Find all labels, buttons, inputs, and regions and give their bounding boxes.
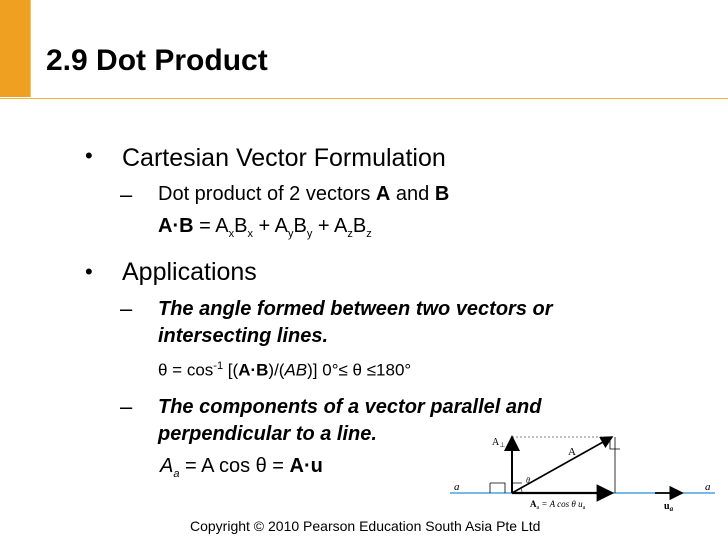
sub-dot-product-text: Dot product of 2 vectors A and B — [158, 183, 450, 205]
theta-label: θ — [526, 476, 530, 485]
dash-icon: – — [120, 296, 133, 321]
projection-label: $A_a = A$ cos θ $u_a$ — [530, 499, 586, 511]
bullet-applications: Applications — [122, 258, 257, 286]
angle-formula: $\theta = \cos^{-1} [(A\cdot B)/(AB)]$ 0°≤ θ ≤180° — [158, 360, 412, 380]
cartesian-formula: $A\cdot B = A_xB_x + A_yB_y + A_zB_z$ — [158, 215, 372, 240]
dash-icon: – — [120, 394, 133, 419]
title-underline — [0, 98, 728, 99]
bullet-icon: • — [85, 143, 93, 168]
vector-a-label: A — [568, 446, 576, 458]
bullet-icon: • — [85, 259, 93, 284]
copyright-footer: Copyright © 2010 Pearson Education South Asia Pte Ltd — [190, 518, 541, 534]
components-text-line2: perpendicular to a line. — [158, 423, 377, 445]
axis-label-right: a — [705, 481, 711, 493]
components-text-line1: The components of a vector parallel and — [158, 396, 542, 418]
accent-bar — [0, 0, 30, 97]
angle-text-line1: The angle formed between two vectors or — [158, 298, 553, 320]
slide-title: 2.9 Dot Product — [46, 44, 268, 77]
perp-label: $A_\perp$ — [492, 437, 506, 449]
axis-label-left: a — [454, 481, 460, 493]
unit-vector-label: $u_a$ — [664, 501, 674, 513]
accent-divider — [30, 0, 31, 97]
projection-formula: $A_a = A$ cos θ = A·u — [160, 455, 323, 480]
bullet-cartesian: Cartesian Vector Formulation — [122, 144, 446, 172]
projection-diagram — [450, 425, 728, 515]
angle-text-line2: intersecting lines. — [158, 325, 329, 347]
dash-icon: – — [120, 182, 133, 207]
